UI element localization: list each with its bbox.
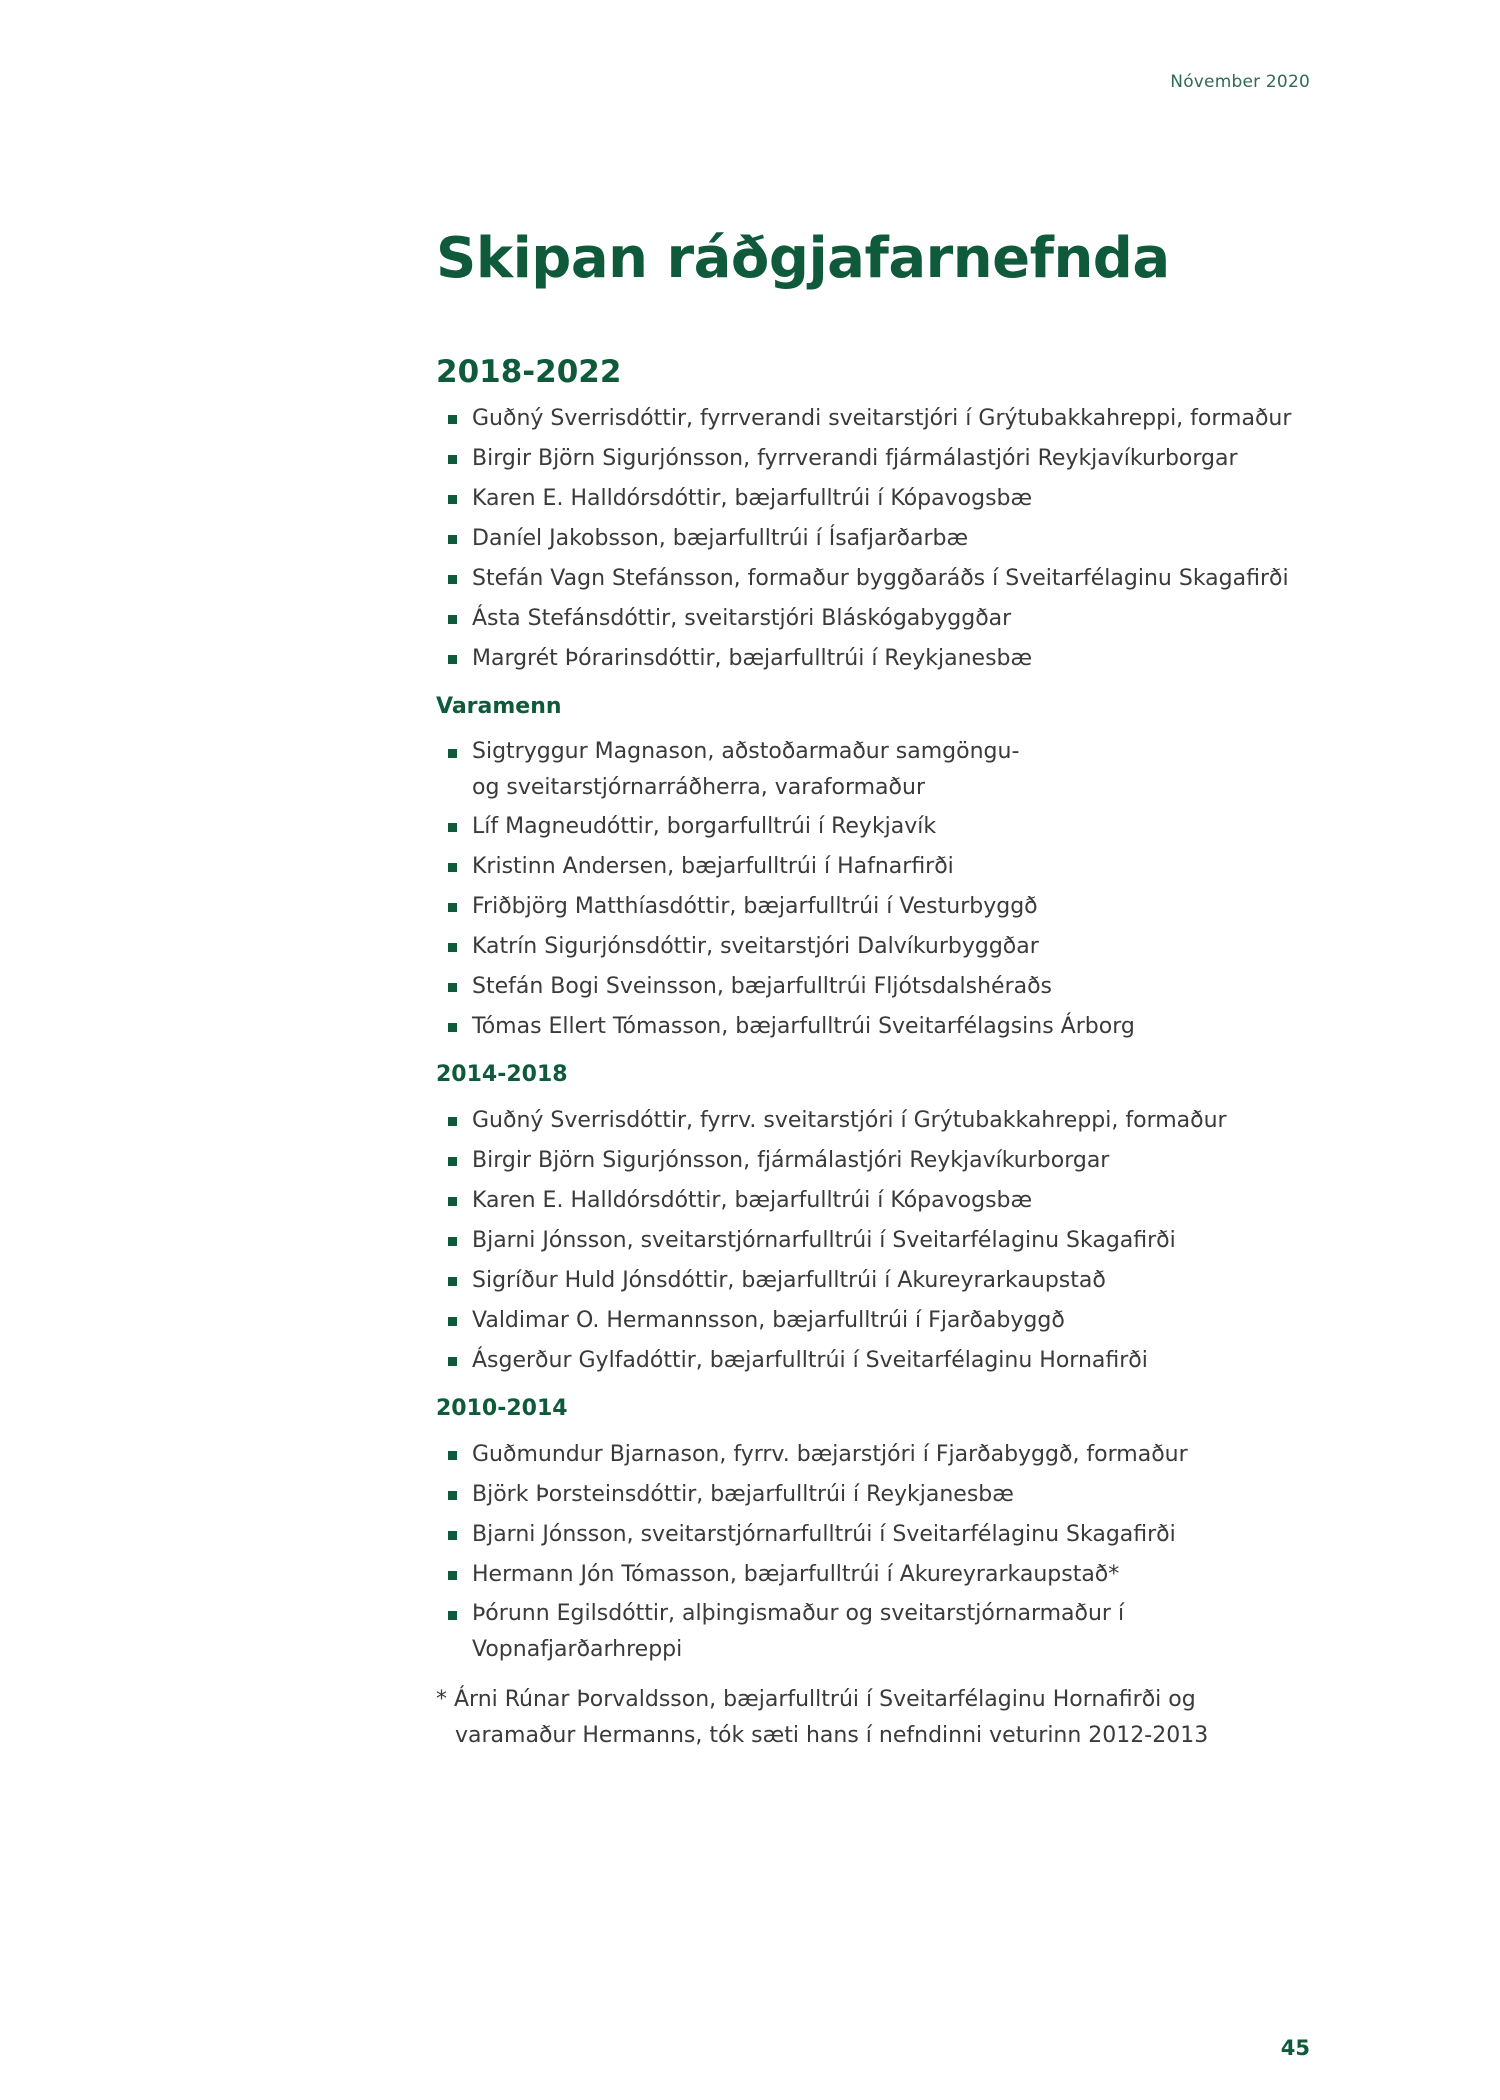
list-item (436, 808, 1336, 846)
member-text: Sigríður Huld Jónsdóttir, bæjarfulltrúi í Akureyrarkaupstað (472, 1268, 1106, 1293)
square-bullet-icon (448, 1531, 457, 1540)
square-bullet-icon (448, 823, 457, 832)
list-item (436, 1008, 1336, 1046)
square-bullet-icon (448, 943, 457, 952)
section-varamenn (436, 692, 1336, 1046)
list-item (436, 1102, 1336, 1140)
square-bullet-icon (448, 575, 457, 584)
list-item (436, 1596, 1336, 1668)
member-text: Karen E. Halldórsdóttir, bæjarfulltrúi í Kópavogsbæ (472, 1188, 1033, 1213)
footnote-line: varamaður Hermanns, tók sæti hans í nefndinni veturinn 2012-2013 (455, 1723, 1209, 1748)
square-bullet-icon (448, 983, 457, 992)
member-text: Hermann Jón Tómasson, bæjarfulltrúi í Akureyrarkaupstað* (472, 1562, 1120, 1587)
section-2014-2018 (436, 1060, 1336, 1380)
member-text: Valdimar O. Hermannsson, bæjarfulltrúi í Fjarðabyggð (472, 1308, 1065, 1333)
member-text: Líf Magneudóttir, borgarfulltrúi í Reykjavík (472, 814, 937, 839)
list-item (436, 1516, 1336, 1554)
list-item (436, 928, 1336, 966)
list-item (436, 888, 1336, 926)
list-item (436, 600, 1336, 638)
list-item (436, 848, 1336, 886)
list-item (436, 1342, 1336, 1380)
header-date: Nóvember 2020 (1170, 72, 1310, 92)
page-title: Skipan ráðgjafarnefnda (436, 226, 1170, 291)
square-bullet-icon (448, 1277, 457, 1286)
member-text: Kristinn Andersen, bæjarfulltrúi í Hafnarfirði (472, 854, 954, 879)
section-2010-2014 (436, 1394, 1336, 1668)
square-bullet-icon (448, 1197, 457, 1206)
square-bullet-icon (448, 1237, 457, 1246)
member-text: Stefán Vagn Stefánsson, formaður byggðaráðs í Sveitarfélaginu Skagafirði (472, 566, 1289, 591)
section-2018-2022 (436, 352, 1336, 678)
square-bullet-icon (448, 455, 457, 464)
member-text: Stefán Bogi Sveinsson, bæjarfulltrúi Fljótsdalshéraðs (472, 974, 1053, 999)
square-bullet-icon (448, 1157, 457, 1166)
list-item (436, 520, 1336, 558)
member-text: Birgir Björn Sigurjónsson, fyrrverandi fjármálastjóri Reykjavíkurborgar (472, 446, 1238, 471)
section-heading: 2018-2022 (436, 354, 622, 390)
list-item (436, 1142, 1336, 1180)
square-bullet-icon (448, 1491, 457, 1500)
square-bullet-icon (448, 1357, 457, 1366)
square-bullet-icon (448, 415, 457, 424)
list-item (436, 1262, 1336, 1300)
section-heading: 2014-2018 (436, 1062, 568, 1087)
member-list (436, 1102, 1336, 1380)
list-item (436, 400, 1336, 438)
member-text-continued: og sveitarstjórnarráðherra, varaformaður (472, 775, 925, 800)
member-text: Friðbjörg Matthíasdóttir, bæjarfulltrúi í Vesturbyggð (472, 894, 1038, 919)
member-text: Birgir Björn Sigurjónsson, fjármálastjóri Reykjavíkurborgar (472, 1148, 1110, 1173)
list-item (436, 1436, 1336, 1474)
section-heading: Varamenn (436, 694, 562, 719)
square-bullet-icon (448, 1451, 457, 1460)
member-text: Ásta Stefánsdóttir, sveitarstjóri Bláskógabyggðar (472, 606, 1012, 631)
square-bullet-icon (448, 1611, 457, 1620)
member-text: Ásgerður Gylfadóttir, bæjarfulltrúi í Sveitarfélaginu Hornafirði (472, 1348, 1148, 1373)
list-item (436, 1476, 1336, 1514)
member-text: Karen E. Halldórsdóttir, bæjarfulltrúi í Kópavogsbæ (472, 486, 1033, 511)
list-item (436, 1222, 1336, 1260)
document-body (436, 224, 1336, 1754)
square-bullet-icon (448, 1023, 457, 1032)
member-text: Tómas Ellert Tómasson, bæjarfulltrúi Sveitarfélagsins Árborg (472, 1014, 1135, 1039)
member-list (436, 1436, 1336, 1668)
footnote (436, 1682, 1336, 1754)
square-bullet-icon (448, 615, 457, 624)
member-list (436, 400, 1336, 678)
member-text: Þórunn Egilsdóttir, alþingismaður og sveitarstjórnarmaður í (472, 1601, 1125, 1626)
member-text: Bjarni Jónsson, sveitarstjórnarfulltrúi í Sveitarfélaginu Skagafirði (472, 1522, 1176, 1547)
list-item (436, 1182, 1336, 1220)
square-bullet-icon (448, 1117, 457, 1126)
list-item (436, 560, 1336, 598)
list-item (436, 1556, 1336, 1594)
square-bullet-icon (448, 1571, 457, 1580)
section-heading: 2010-2014 (436, 1396, 568, 1421)
member-text: Guðný Sverrisdóttir, fyrrverandi sveitarstjóri í Grýtubakkahreppi, formaður (472, 406, 1292, 431)
member-text: Björk Þorsteinsdóttir, bæjarfulltrúi í Reykjanesbæ (472, 1482, 1014, 1507)
list-item (436, 480, 1336, 518)
member-list (436, 734, 1336, 1046)
square-bullet-icon (448, 1317, 457, 1326)
square-bullet-icon (448, 903, 457, 912)
square-bullet-icon (448, 749, 457, 758)
list-item (436, 734, 1336, 806)
list-item (436, 640, 1336, 678)
page-number: 45 (1280, 2036, 1310, 2060)
list-item (436, 1302, 1336, 1340)
member-text: Guðmundur Bjarnason, fyrrv. bæjarstjóri í Fjarðabyggð, formaður (472, 1442, 1188, 1467)
member-text: Guðný Sverrisdóttir, fyrrv. sveitarstjóri í Grýtubakkahreppi, formaður (472, 1108, 1227, 1133)
member-text: Daníel Jakobsson, bæjarfulltrúi í Ísafjarðarbæ (472, 526, 969, 551)
member-text: Sigtryggur Magnason, aðstoðarmaður samgöngu- (472, 739, 1020, 764)
square-bullet-icon (448, 495, 457, 504)
member-text: Bjarni Jónsson, sveitarstjórnarfulltrúi í Sveitarfélaginu Skagafirði (472, 1228, 1176, 1253)
square-bullet-icon (448, 655, 457, 664)
footnote-line: * Árni Rúnar Þorvaldsson, bæjarfulltrúi í Sveitarfélaginu Hornafirði og (436, 1687, 1196, 1712)
square-bullet-icon (448, 863, 457, 872)
member-text: Margrét Þórarinsdóttir, bæjarfulltrúi í Reykjanesbæ (472, 646, 1033, 671)
member-text: Katrín Sigurjónsdóttir, sveitarstjóri Dalvíkurbyggðar (472, 934, 1039, 959)
square-bullet-icon (448, 535, 457, 544)
list-item (436, 440, 1336, 478)
list-item (436, 968, 1336, 1006)
member-text-continued: Vopnafjarðarhreppi (472, 1637, 683, 1662)
